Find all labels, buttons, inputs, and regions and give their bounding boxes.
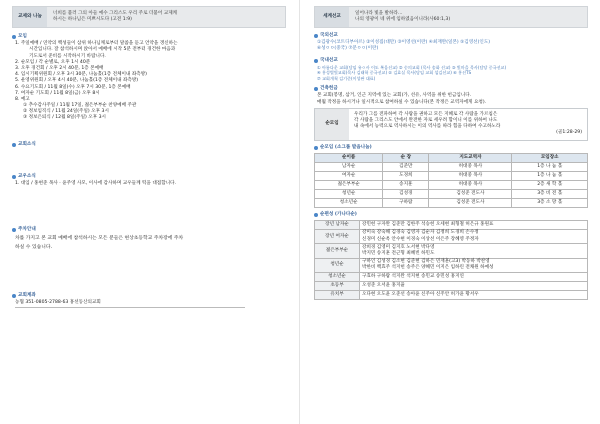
roster-names: 오성준 오서윤 홍지율 (360, 282, 588, 291)
parking-line: 하실 수 있습니다. (15, 245, 53, 251)
roster-names: 구하인 김성경 김소현 김준현 김하은 민재훈(고3) 박동하 박찬영 박한비 백효주 석지헌 송주은 양혜민 이지은 임하린 전채원 하예성 (360, 258, 588, 272)
roster-names: 강희경 김영미 김지호 노서현 박다영 박지민 송지훈 전근형 최혜빈 하민도 (360, 244, 588, 258)
bullet-icon (12, 228, 16, 232)
missions-verse-box (314, 6, 588, 28)
bullet-icon (314, 87, 318, 91)
table-row (315, 244, 588, 258)
cell-group-table (314, 153, 588, 208)
account-title: 교회계좌 (12, 293, 286, 299)
roster-section (314, 212, 588, 300)
domestic-missions-section (314, 58, 588, 82)
gathering-line: 기도로서 준비를 시작하시기 바랍니다. (29, 53, 106, 59)
roster-label: 젊은부부순 (315, 244, 360, 258)
table-header: 순이름 (315, 153, 383, 162)
table-header: 모임장소 (512, 153, 588, 162)
cell-mission-text (349, 109, 587, 140)
world-missions-title: 국외선교 (314, 33, 588, 39)
table-row (315, 220, 588, 229)
table-cell: 젊은부부순 (315, 180, 383, 189)
building-fund-section (314, 86, 588, 106)
parking-section (12, 227, 286, 252)
roster-names: 구효하 구하람 석지완 석지현 송민교 송민성 홍지연 (360, 273, 588, 282)
table-row (315, 198, 588, 207)
table-cell: 남자순 (315, 162, 383, 171)
gathering-line: ③ 정보은퇴식 / 12월 8일(주일) 오후 3시 (23, 115, 106, 121)
table-cell: 구하람 (383, 198, 429, 207)
roster-label: 장년 남자순 (315, 220, 360, 229)
parking-title: 주차안내 (12, 227, 286, 233)
table-cell: 청소년순 (315, 198, 383, 207)
gatherings-title: 모임 (12, 34, 286, 40)
table-cell: 김성준 전도사 (429, 189, 512, 198)
roster-names: 강미숙 강숙해 김경숙 김영자 김순자 김정희 도경희 손수정 신경미 신순옥 안수현 이경숙 이상선 이은주 장혜영 주정자 (360, 229, 588, 243)
bullet-icon (314, 59, 318, 63)
table-cell: 허대중 목사 (429, 171, 512, 180)
roster-label: 유치부 (315, 291, 360, 300)
roster-table (314, 220, 588, 300)
table-cell: 2층 새 학 홀 (512, 180, 588, 189)
fellowship-verse-text (47, 7, 285, 27)
roster-label: 장년 여자순 (315, 229, 360, 243)
table-cell: 송지훈 (383, 180, 429, 189)
gathering-line: 6. 수요기도회 / 11월 8일(수) 오후 7시 30분, 1층 본예배 (15, 84, 131, 90)
table-row (315, 258, 588, 272)
building-fund-title: 건축헌금 (314, 86, 588, 92)
gathering-line: 8. 예고 (15, 96, 30, 102)
missions-verse-line: 일어나라 빛을 발하라… (355, 10, 403, 16)
table-cell: 3층 비 전 홀 (512, 189, 588, 198)
table-cell: 김성경 (383, 189, 429, 198)
table-header: 지도교역자 (429, 153, 512, 162)
table-cell: 도경희 (383, 171, 429, 180)
gatherings-section (12, 34, 286, 122)
table-row (315, 282, 588, 291)
table-cell: 허대중 목사 (429, 180, 512, 189)
domestic-missions-line: ⑦ 교회개척 김기준(이성판 대표) (317, 75, 376, 81)
cell-table-title: 순모임 (소그룹 발음나눔) (314, 145, 588, 151)
cell-mission-line: 각 사람을 그리스도 안에서 완전한 자로 세우려 함이니 이를 위하여 나도 (354, 118, 498, 124)
domestic-missions-line: ① 아름다운 교회(담임 유ㅇ사 이도 복음선교) ② 숭의교회 (목사 송화 선교) ③ 빛마을 목사(담당 중국선교) (317, 64, 507, 70)
roster-title: 순편성 (가나다순) (314, 212, 588, 218)
gathering-line: 1. 주일예배 / 연약의 백성들이 삼위 하나님께로부터 말씀을 듣고 언약을 갱신하는 (15, 41, 178, 47)
missions-verse-text (349, 7, 587, 27)
table-cell: 허대중 목사 (429, 162, 512, 171)
cell-table-section (314, 145, 588, 208)
cell-mission-box (314, 108, 588, 141)
table-cell: 여자순 (315, 171, 383, 180)
gathering-line: ① 추수감사주일 / 11월 17일, 젊은부부순 찬양예배 주관 (23, 103, 137, 109)
table-cell: 1층 나 눔 홀 (512, 171, 588, 180)
domestic-missions-line: ④ 홍성별빛교회(목사 김태학 중국선교) ⑤ 김효실 목사(담임 교회 섬김선교) ⑥ 홍선TS (317, 70, 472, 76)
table-cell: 1층 나 눔 홀 (512, 162, 588, 171)
domestic-missions-title: 국내선교 (314, 58, 588, 64)
roster-label: 청소년순 (315, 273, 360, 282)
fellowship-verse-line: 너희를 불러 그의 아들 예수 그리스도 우리 주로 더불어 교제케 (53, 10, 178, 16)
world-missions-line: ①김광수(코트디부아르) ②이성집(대만) ③이영선(이란) ④최재완(일본) ⑤김영선(인도) (317, 40, 491, 46)
missions-verse-label: 세계선교 (315, 7, 349, 27)
members-line: 1. 대입 / 홍현준 목사 · 윤주영 사모, 이사에 감사하며 교우들께 떡을 대접합니다. (15, 181, 176, 186)
missions-verse-line: 나의 영광이 네 위에 임하였음이니라(사60:1,3) (355, 17, 451, 22)
world-missions-section (314, 33, 588, 53)
right-page (300, 0, 600, 424)
table-cell: 김성준 전도사 (429, 198, 512, 207)
table-row (315, 273, 588, 282)
table-row (315, 162, 588, 171)
church-news-title: 교회소식 (12, 142, 286, 148)
bullet-icon (314, 213, 318, 217)
bullet-icon (314, 34, 318, 38)
cell-mission-line: 우리가 그를 전파하여 각 사람을 권하고 모든 지혜로 각 사람을 가르침은 (354, 111, 498, 117)
gathering-line: 시간입니다. 잘 참석하시며 앉아서 예배에 시작 5분 전부터 경건한 마음과 (29, 47, 176, 53)
bullet-icon (12, 143, 16, 147)
account-line: 농협 351-0805-2788-63 홍선동산의교회 (15, 300, 245, 308)
bullet-icon (12, 294, 16, 298)
table-row (315, 229, 588, 243)
roster-names: 오다현 오도윤 오준선 송아윤 신주아 신주안 허가윤 황서우 (360, 291, 588, 300)
bullet-icon (12, 35, 16, 39)
bullet-icon (314, 146, 318, 150)
gathering-line: 5. 운영위원회 / 오후 4시 40분, 나눔홀(1층 전체이내 좌측방) (15, 78, 139, 84)
gathering-line: 7. 여자순 기도회 / 11월 8일(금) 오후 8시 (15, 90, 100, 96)
table-header-row (315, 153, 588, 162)
table-row (315, 171, 588, 180)
gathering-line: ② 정보임직식 / 11월 24일(주일) 오후 3시 (23, 109, 109, 115)
table-row (315, 189, 588, 198)
fellowship-verse-label: 교제와 나눔 (13, 7, 47, 27)
roster-names: 강민헌 구자완 김준만 김한주 석승헌 오세현 최형철 허은규 홍원표 (360, 220, 588, 229)
account-section (12, 293, 286, 308)
building-fund-line: 본 교회(봉명, 삼거, 인근 지역에 있는 교회)가, 선유, 사역을 위한 헌금입니다. (317, 93, 472, 99)
table-cell: 청년순 (315, 189, 383, 198)
fellowship-verse-box (12, 6, 286, 28)
world-missions-line: ⑥성ㅇㅇ(중국) ⑦문ㅇㅇ(이란) (317, 46, 379, 52)
gathering-line: 2. 순모임 / 각 순별로, 오후 1시 40분 (15, 59, 91, 65)
parking-line: 차를 가지고 본 교회 예배에 참석하시는 모든 분들은 현상초등학교 주차장에 주차 (15, 236, 184, 242)
table-header: 순 장 (383, 153, 429, 162)
table-cell: 3층 소 망 홀 (512, 198, 588, 207)
members-title: 교우소식 (12, 174, 286, 180)
bullet-icon (12, 175, 16, 179)
table-row (315, 291, 588, 300)
roster-label: 청년순 (315, 258, 360, 272)
church-news-section (12, 142, 286, 148)
gathering-line: 4. 임시기획위원회 / 오후 3시 30분, 나눔홀(1층 전체이내 좌측방) (15, 72, 147, 78)
cell-mission-label: 순모임 (315, 109, 349, 140)
cell-mission-line: 내 속에서 능력으로 역사하시는 이의 역사를 따라 힘을 다하여 수고하노라 (354, 124, 501, 130)
gathering-line: 3. 오후 경건회 / 오후 2시 40분, 1층 본예배 (15, 65, 104, 71)
fellowship-verse-line: 하시는 하나님은 미쁘시도다 (고전 1:9) (53, 17, 132, 22)
cell-mission-ref: (골1:28-29) (556, 130, 582, 136)
roster-label: 초등부 (315, 282, 360, 291)
table-cell: 김준만 (383, 162, 429, 171)
members-section (12, 174, 286, 187)
table-row (315, 180, 588, 189)
building-fund-line: 매월 작정을 하시거나 일시적으로 참여하실 수 있습니다(본 작정은 교역자에게 요청). (317, 99, 487, 105)
